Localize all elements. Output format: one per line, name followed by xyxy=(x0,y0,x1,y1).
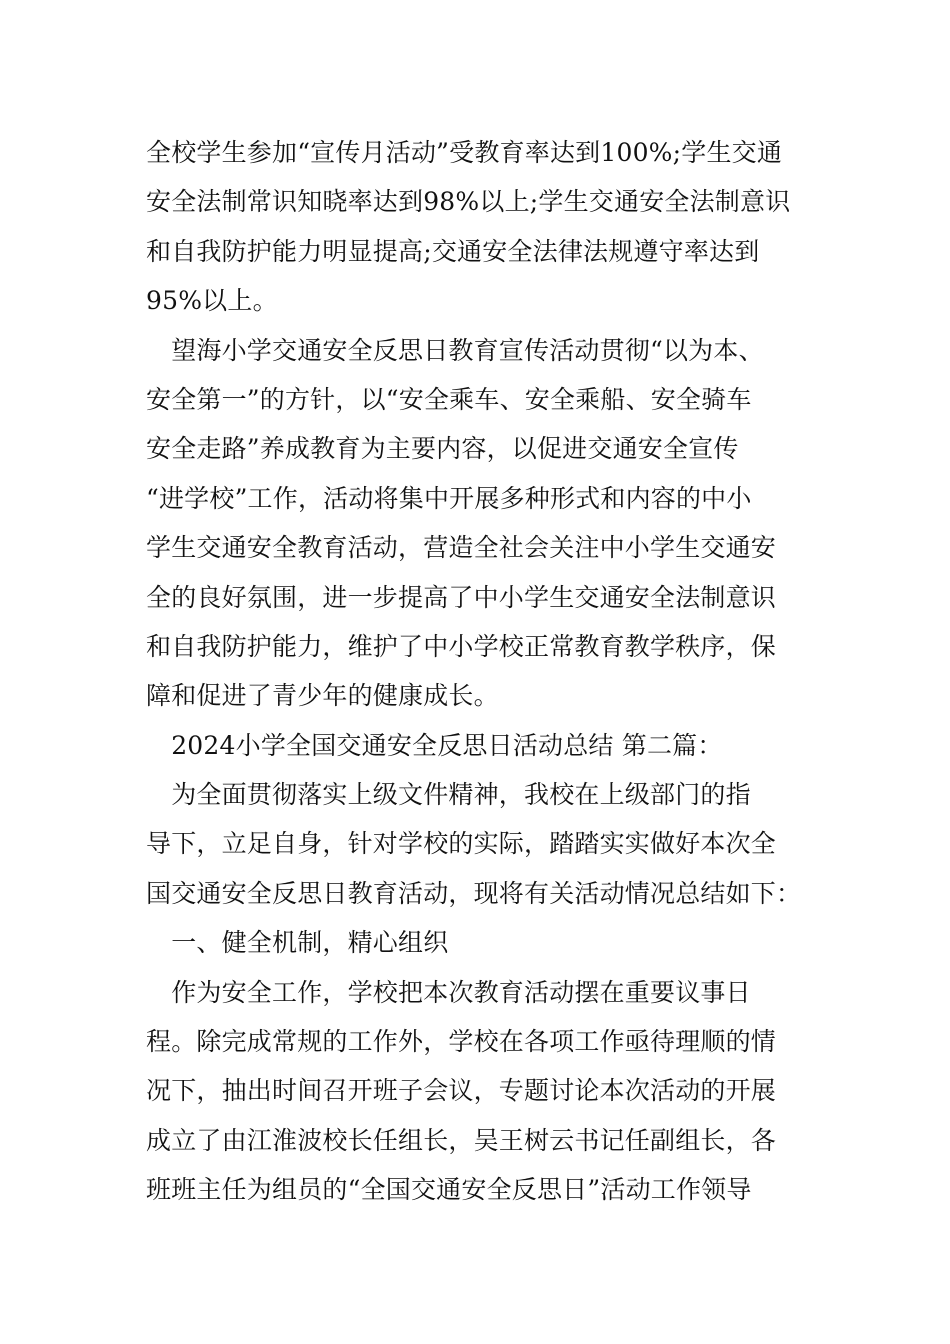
text-line: 成立了由江淮波校长任组长，吴王树云书记任副组长，各 xyxy=(146,1125,777,1155)
text-line: 和自我防护能力，维护了中小学校正常教育教学秩序，保 xyxy=(146,631,777,661)
text-line: 学生交通安全教育活动，营造全社会关注中小学生交通安 xyxy=(146,533,777,563)
subheading-line: 一、健全机制，精心组织 xyxy=(146,928,449,958)
text-line: 安全法制常识知晓率达到98%以上;学生交通安全法制意识 xyxy=(146,187,791,217)
text-line: 为全面贯彻落实上级文件精神，我校在上级部门的指 xyxy=(146,780,751,810)
text-line: 国交通安全反思日教育活动，现将有关活动情况总结如下： xyxy=(146,878,802,908)
text-line: 95%以上。 xyxy=(146,286,278,316)
text-line: 班班主任为组员的“全国交通安全反思日”活动工作领导 xyxy=(146,1175,752,1205)
text-line: 程。除完成常规的工作外，学校在各项工作亟待理顺的情 xyxy=(146,1027,777,1057)
text-line: 望海小学交通安全反思日教育宣传活动贯彻“以为本、 xyxy=(146,335,764,365)
text-line: 安全走路”养成教育为主要内容，以促进交通安全宣传 xyxy=(146,434,739,464)
text-line: 和自我防护能力明显提高;交通安全法律法规遵守率达到 xyxy=(146,236,760,266)
text-line: 况下，抽出时间召开班子会议，专题讨论本次活动的开展 xyxy=(146,1076,777,1106)
text-line: “进学校”工作，活动将集中开展多种形式和内容的中小 xyxy=(146,483,752,513)
text-line: 全的良好氛围，进一步提高了中小学生交通安全法制意识 xyxy=(146,582,777,612)
text-line: 导下，立足自身，针对学校的实际，踏踏实实做好本次全 xyxy=(146,829,777,859)
text-line: 安全第一”的方针，以“安全乘车、安全乘船、安全骑车 xyxy=(146,384,752,414)
document-body xyxy=(146,128,816,1215)
section-title-line: 2024小学全国交通安全反思日活动总结 第二篇： xyxy=(146,730,723,760)
text-line: 障和促进了青少年的健康成长。 xyxy=(146,681,499,711)
text-line: 全校学生参加“宣传月活动”受教育率达到100%;学生交通 xyxy=(146,138,783,167)
text-line: 作为安全工作，学校把本次教育活动摆在重要议事日 xyxy=(146,977,751,1007)
